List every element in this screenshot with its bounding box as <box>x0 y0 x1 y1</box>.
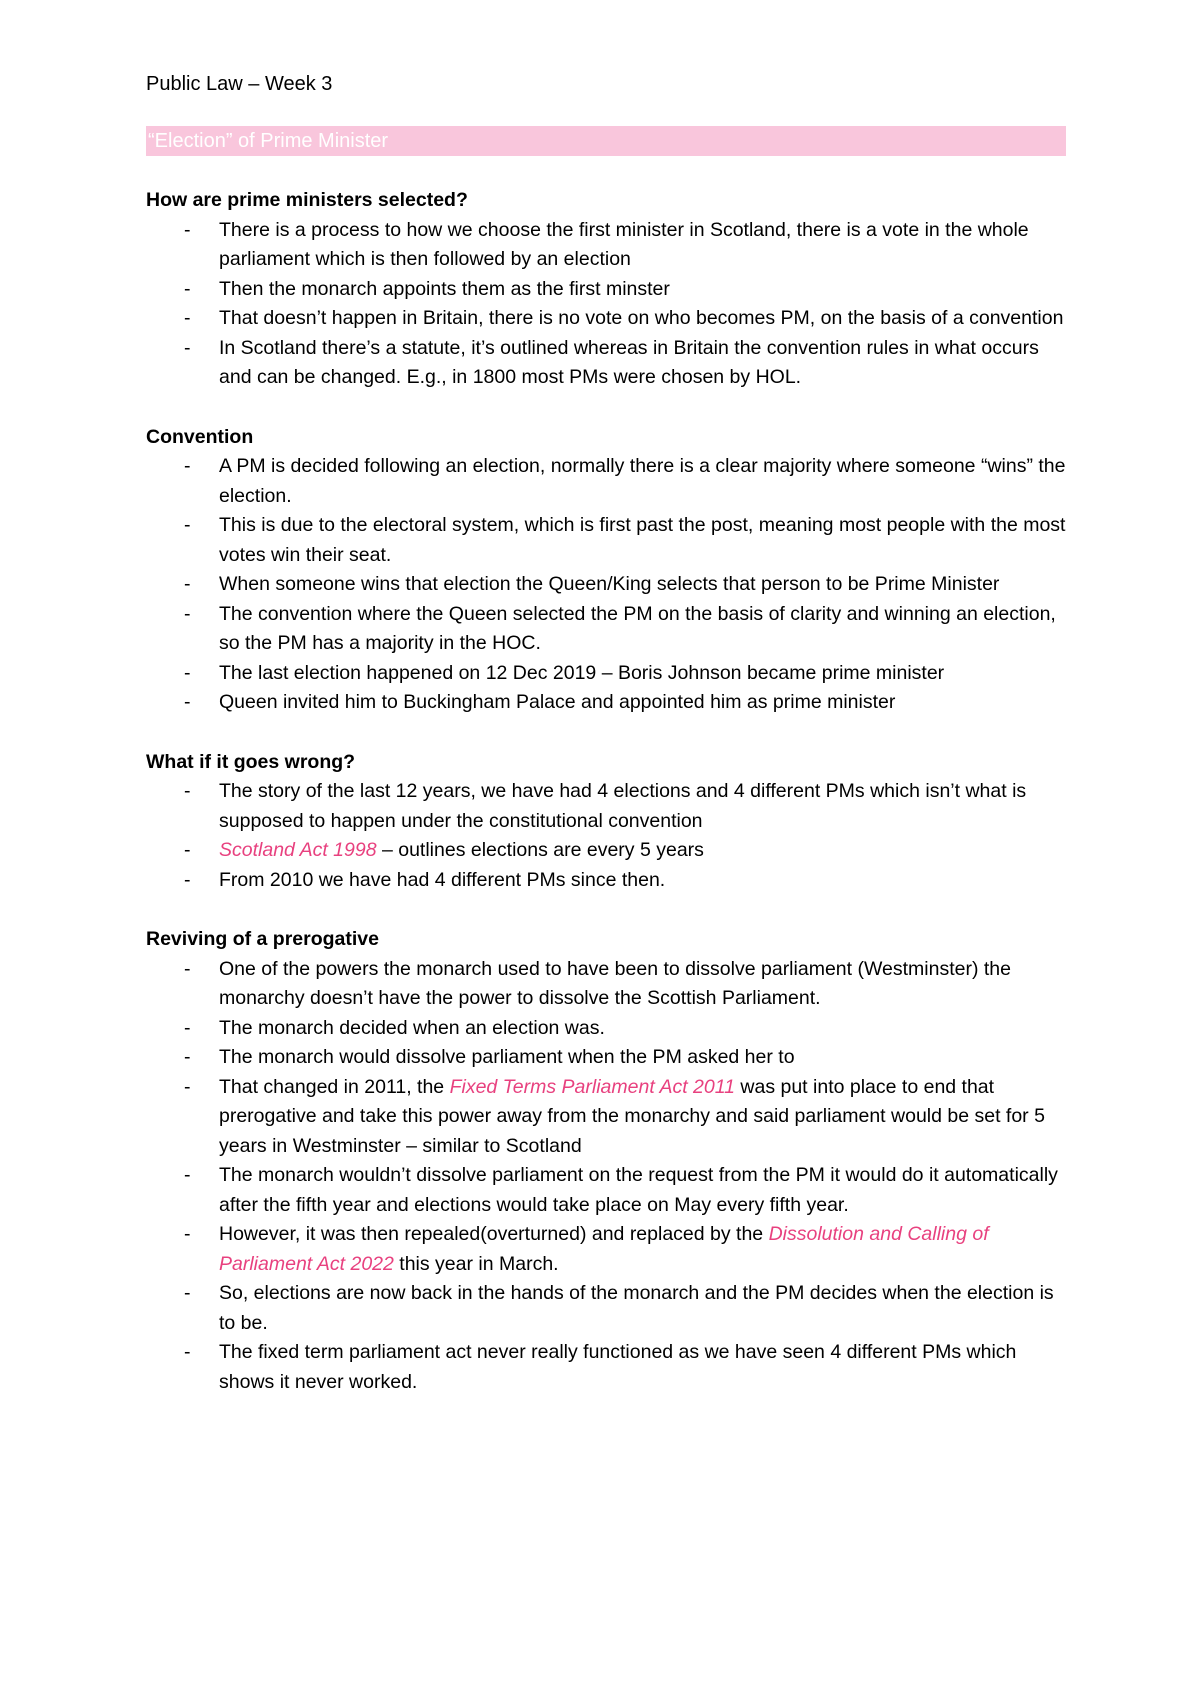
bullet-text: The convention where the Queen selected the PM on the basis of clarity and winning an election, so the PM has a majority in the HOC. <box>219 602 1056 654</box>
bullet-item <box>146 304 1066 334</box>
bullet-dash-icon: - <box>184 1282 191 1304</box>
bullet-text: There is a process to how we choose the first minister in Scotland, there is a vote in the whole parliament which is then followed by an election <box>219 218 1029 270</box>
bullet-text: The story of the last 12 years, we have had 4 elections and 4 different PMs which isn’t what is supposed to happen under the constitutional convention <box>219 780 1027 832</box>
bullet-item <box>146 659 1066 689</box>
notes-section <box>146 423 1066 718</box>
bullet-item <box>146 600 1066 659</box>
bullet-text: this year in March. <box>393 1252 559 1275</box>
bullet-dash-icon: - <box>184 691 191 713</box>
bullet-text: So, elections are now back in the hands of the monarch and the PM decides when the election is to be. <box>219 1282 1054 1334</box>
bullet-dash-icon: - <box>184 1016 191 1039</box>
bullet-dash-icon: - <box>184 839 191 861</box>
bullet-text: However, it was then repealed(overturned) and replaced by the <box>219 1223 769 1245</box>
bullet-text: From 2010 we have had 4 different PMs since then. <box>219 868 666 891</box>
bullet-text: A PM is decided following an election, normally there is a clear majority where someone “wins” the election. <box>219 455 1066 507</box>
bullet-text: The monarch would dissolve parliament when the PM asked her to <box>219 1046 795 1068</box>
bullet-dash-icon: - <box>184 514 191 536</box>
document-header: Public Law – Week 3 <box>146 73 333 95</box>
notes-section <box>146 186 1066 393</box>
bullet-dash-icon: - <box>184 1164 191 1186</box>
section-banner: “Election” of Prime Minister <box>146 126 1066 156</box>
bullet-text: The monarch wouldn’t dissolve parliament on the request from the PM it would do it automatically after the fifth year and elections would take place on May every fifth year. <box>219 1164 1058 1216</box>
notes-body <box>146 186 1066 1397</box>
bullet-text: When someone wins that election the Queen/King selects that person to be Prime Minister <box>219 573 1000 595</box>
bullet-item <box>146 1043 1066 1073</box>
document-page <box>146 70 1066 1427</box>
bullet-dash-icon: - <box>184 868 191 891</box>
bullet-dash-icon: - <box>184 1075 191 1098</box>
bullet-dash-icon: - <box>184 336 191 359</box>
bullet-dash-icon: - <box>184 1046 191 1068</box>
legislation-reference: Fixed Terms Parliament Act 2011 <box>449 1075 735 1098</box>
bullet-list <box>146 452 1066 718</box>
bullet-dash-icon: - <box>184 277 191 300</box>
bullet-text: The fixed term parliament act never really functioned as we have seen 4 different PMs which shows it never worked. <box>219 1341 1017 1393</box>
bullet-text: – outlines elections are every 5 years <box>376 839 704 861</box>
bullet-item <box>146 452 1066 511</box>
notes-section <box>146 925 1066 1397</box>
bullet-item <box>146 570 1066 600</box>
bullet-dash-icon: - <box>184 602 191 625</box>
bullet-text: That changed in 2011, the <box>219 1075 450 1098</box>
bullet-dash-icon: - <box>184 1341 191 1363</box>
bullet-dash-icon: - <box>184 661 191 684</box>
notes-section <box>146 748 1066 896</box>
bullet-dash-icon: - <box>184 218 191 241</box>
legislation-reference: Dissolution and Calling of Parliament Act 2022 <box>219 1223 989 1275</box>
bullet-item <box>146 1338 1066 1397</box>
bullet-item <box>146 688 1066 718</box>
bullet-item <box>146 1279 1066 1338</box>
bullet-list <box>146 955 1066 1398</box>
bullet-dash-icon: - <box>184 573 191 595</box>
bullet-item <box>146 777 1066 836</box>
bullet-text: This is due to the electoral system, which is first past the post, meaning most people with the most votes win their seat. <box>219 514 1066 566</box>
section-heading: What if it goes wrong? <box>146 750 356 773</box>
bullet-item <box>146 1073 1066 1162</box>
bullet-dash-icon: - <box>184 957 191 980</box>
legislation-reference: Scotland Act 1998 <box>219 839 377 861</box>
bullet-item <box>146 955 1066 1014</box>
bullet-text: was put into place to end that prerogative and take this power away from the monarchy and said parliament would be set for 5 years in Westminster – similar to Scotland <box>219 1075 1045 1157</box>
bullet-text: Then the monarch appoints them as the first minster <box>219 277 670 300</box>
section-heading: Reviving of a prerogative <box>146 928 379 950</box>
bullet-text: One of the powers the monarch used to have been to dissolve parliament (Westminster) the monarchy doesn’t have the power to dissolve the Scottish Parliament. <box>219 957 1011 1009</box>
bullet-item <box>146 511 1066 570</box>
bullet-text: In Scotland there’s a statute, it’s outlined whereas in Britain the convention rules in what occurs and can be changed. E.g., in 1800 most PMs were chosen by HOL. <box>219 336 1039 388</box>
bullet-item <box>146 1220 1066 1279</box>
bullet-dash-icon: - <box>184 307 191 329</box>
bullet-item <box>146 1014 1066 1044</box>
bullet-text: That doesn’t happen in Britain, there is no vote on who becomes PM, on the basis of a convention <box>219 307 1064 329</box>
bullet-item <box>146 836 1066 866</box>
bullet-item <box>146 275 1066 305</box>
section-heading: How are prime ministers selected? <box>146 189 468 211</box>
bullet-item <box>146 334 1066 393</box>
section-heading: Convention <box>146 425 254 448</box>
bullet-dash-icon: - <box>184 780 191 802</box>
bullet-item <box>146 216 1066 275</box>
bullet-item <box>146 866 1066 896</box>
bullet-item <box>146 1161 1066 1220</box>
bullet-list <box>146 777 1066 895</box>
bullet-list <box>146 216 1066 393</box>
bullet-text: The monarch decided when an election was. <box>219 1016 605 1039</box>
bullet-dash-icon: - <box>184 1223 191 1245</box>
bullet-text: The last election happened on 12 Dec 2019 – Boris Johnson became prime minister <box>219 661 945 684</box>
bullet-dash-icon: - <box>184 455 191 477</box>
bullet-text: Queen invited him to Buckingham Palace and appointed him as prime minister <box>219 691 896 713</box>
